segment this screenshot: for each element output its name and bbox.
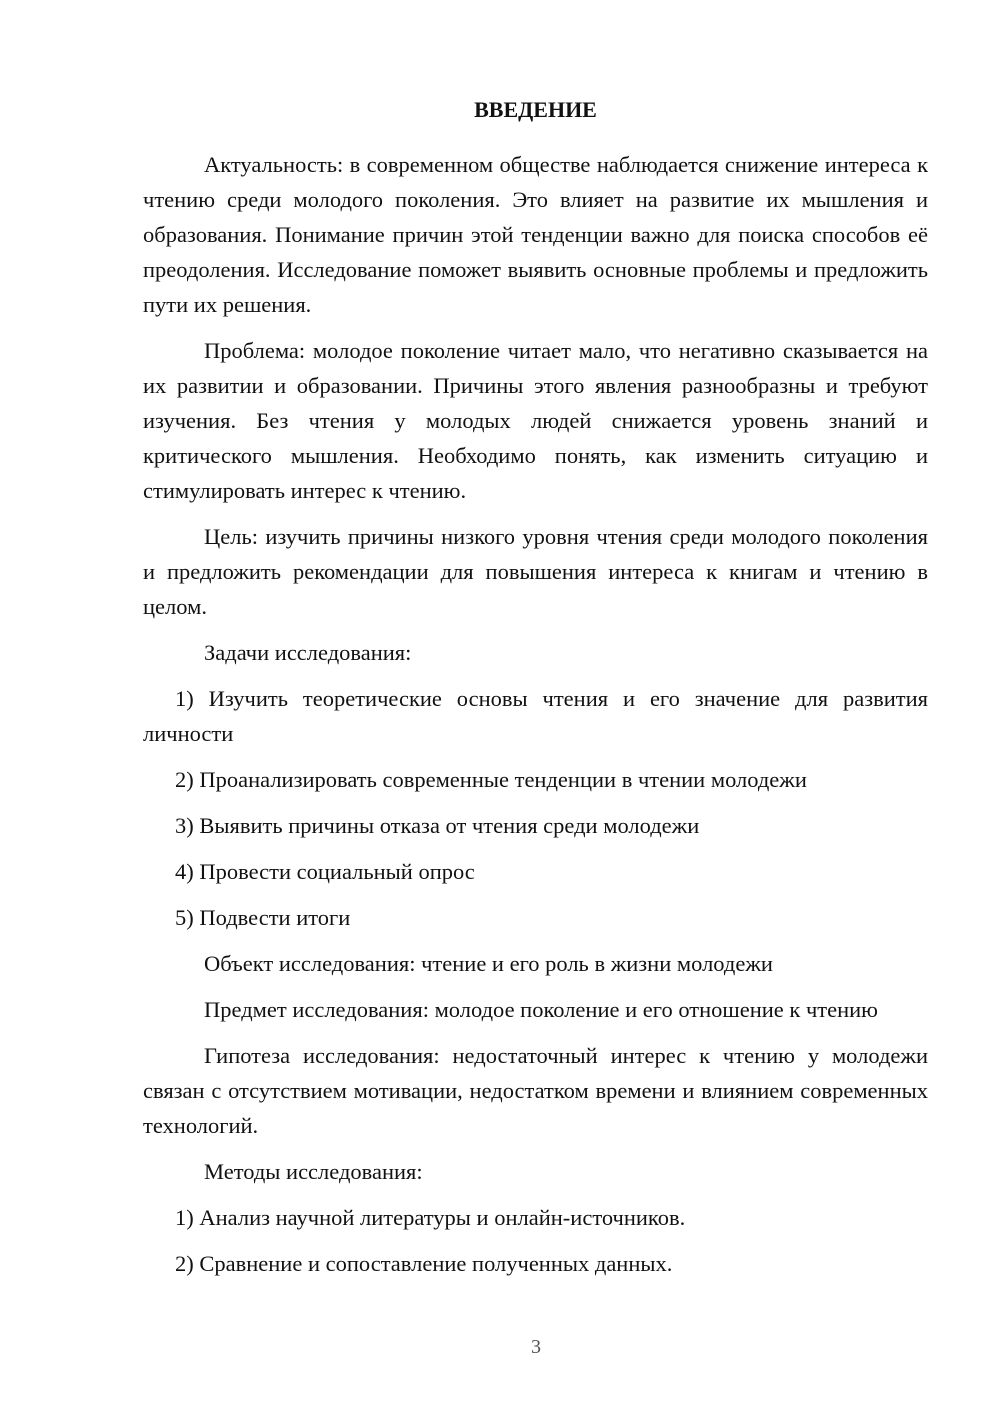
methods-heading: Методы исследования: [204, 1159, 423, 1184]
task-item: 2) Проанализировать современные тенденции в чтении молодежи [175, 767, 807, 792]
relevance-paragraph: Актуальность: в современном обществе наблюдается снижение интереса к чтению среди молодого поколения. Это влияет на развитие их мышления и образования. Понимание причин этой тенденции важно для поиска способов её преодоления. Исследование поможет выявить основные проблемы и предложить пути их решения. [143, 152, 928, 317]
method-item: 2) Сравнение и сопоставление полученных данных. [175, 1251, 673, 1276]
method-item: 1) Анализ научной литературы и онлайн-источников. [175, 1205, 686, 1230]
object-paragraph: Объект исследования: чтение и его роль в жизни молодежи [204, 951, 773, 976]
goal-paragraph: Цель: изучить причины низкого уровня чтения среди молодого поколения и предложить рекомендации для повышения интереса к книгам и чтению в целом. [143, 524, 928, 619]
task-item: 3) Выявить причины отказа от чтения среди молодежи [175, 813, 700, 838]
problem-paragraph: Проблема: молодое поколение читает мало, что негативно сказывается на их развитии и образовании. Причины этого явления разнообразны и требуют изучения. Без чтения у молодых людей снижается уровень знаний и критического мышления. Необходимо понять, как изменить ситуацию и стимулировать интерес к чтению. [143, 338, 928, 503]
subject-paragraph: Предмет исследования: молодое поколение и его отношение к чтению [204, 997, 878, 1022]
hypothesis-paragraph: Гипотеза исследования: недостаточный интерес к чтению у молодежи связан с отсутствием мотивации, недостатком времени и влиянием современных технологий. [143, 1043, 928, 1138]
task-item: 1) Изучить теоретические основы чтения и его значение для развития личности [143, 686, 928, 746]
task-item: 4) Провести социальный опрос [175, 859, 475, 884]
page-title: ВВЕДЕНИЕ [474, 97, 597, 122]
document-body [143, 96, 928, 1292]
page-number: 3 [531, 1336, 541, 1358]
task-item: 5) Подвести итоги [175, 905, 351, 930]
tasks-heading: Задачи исследования: [204, 640, 412, 665]
